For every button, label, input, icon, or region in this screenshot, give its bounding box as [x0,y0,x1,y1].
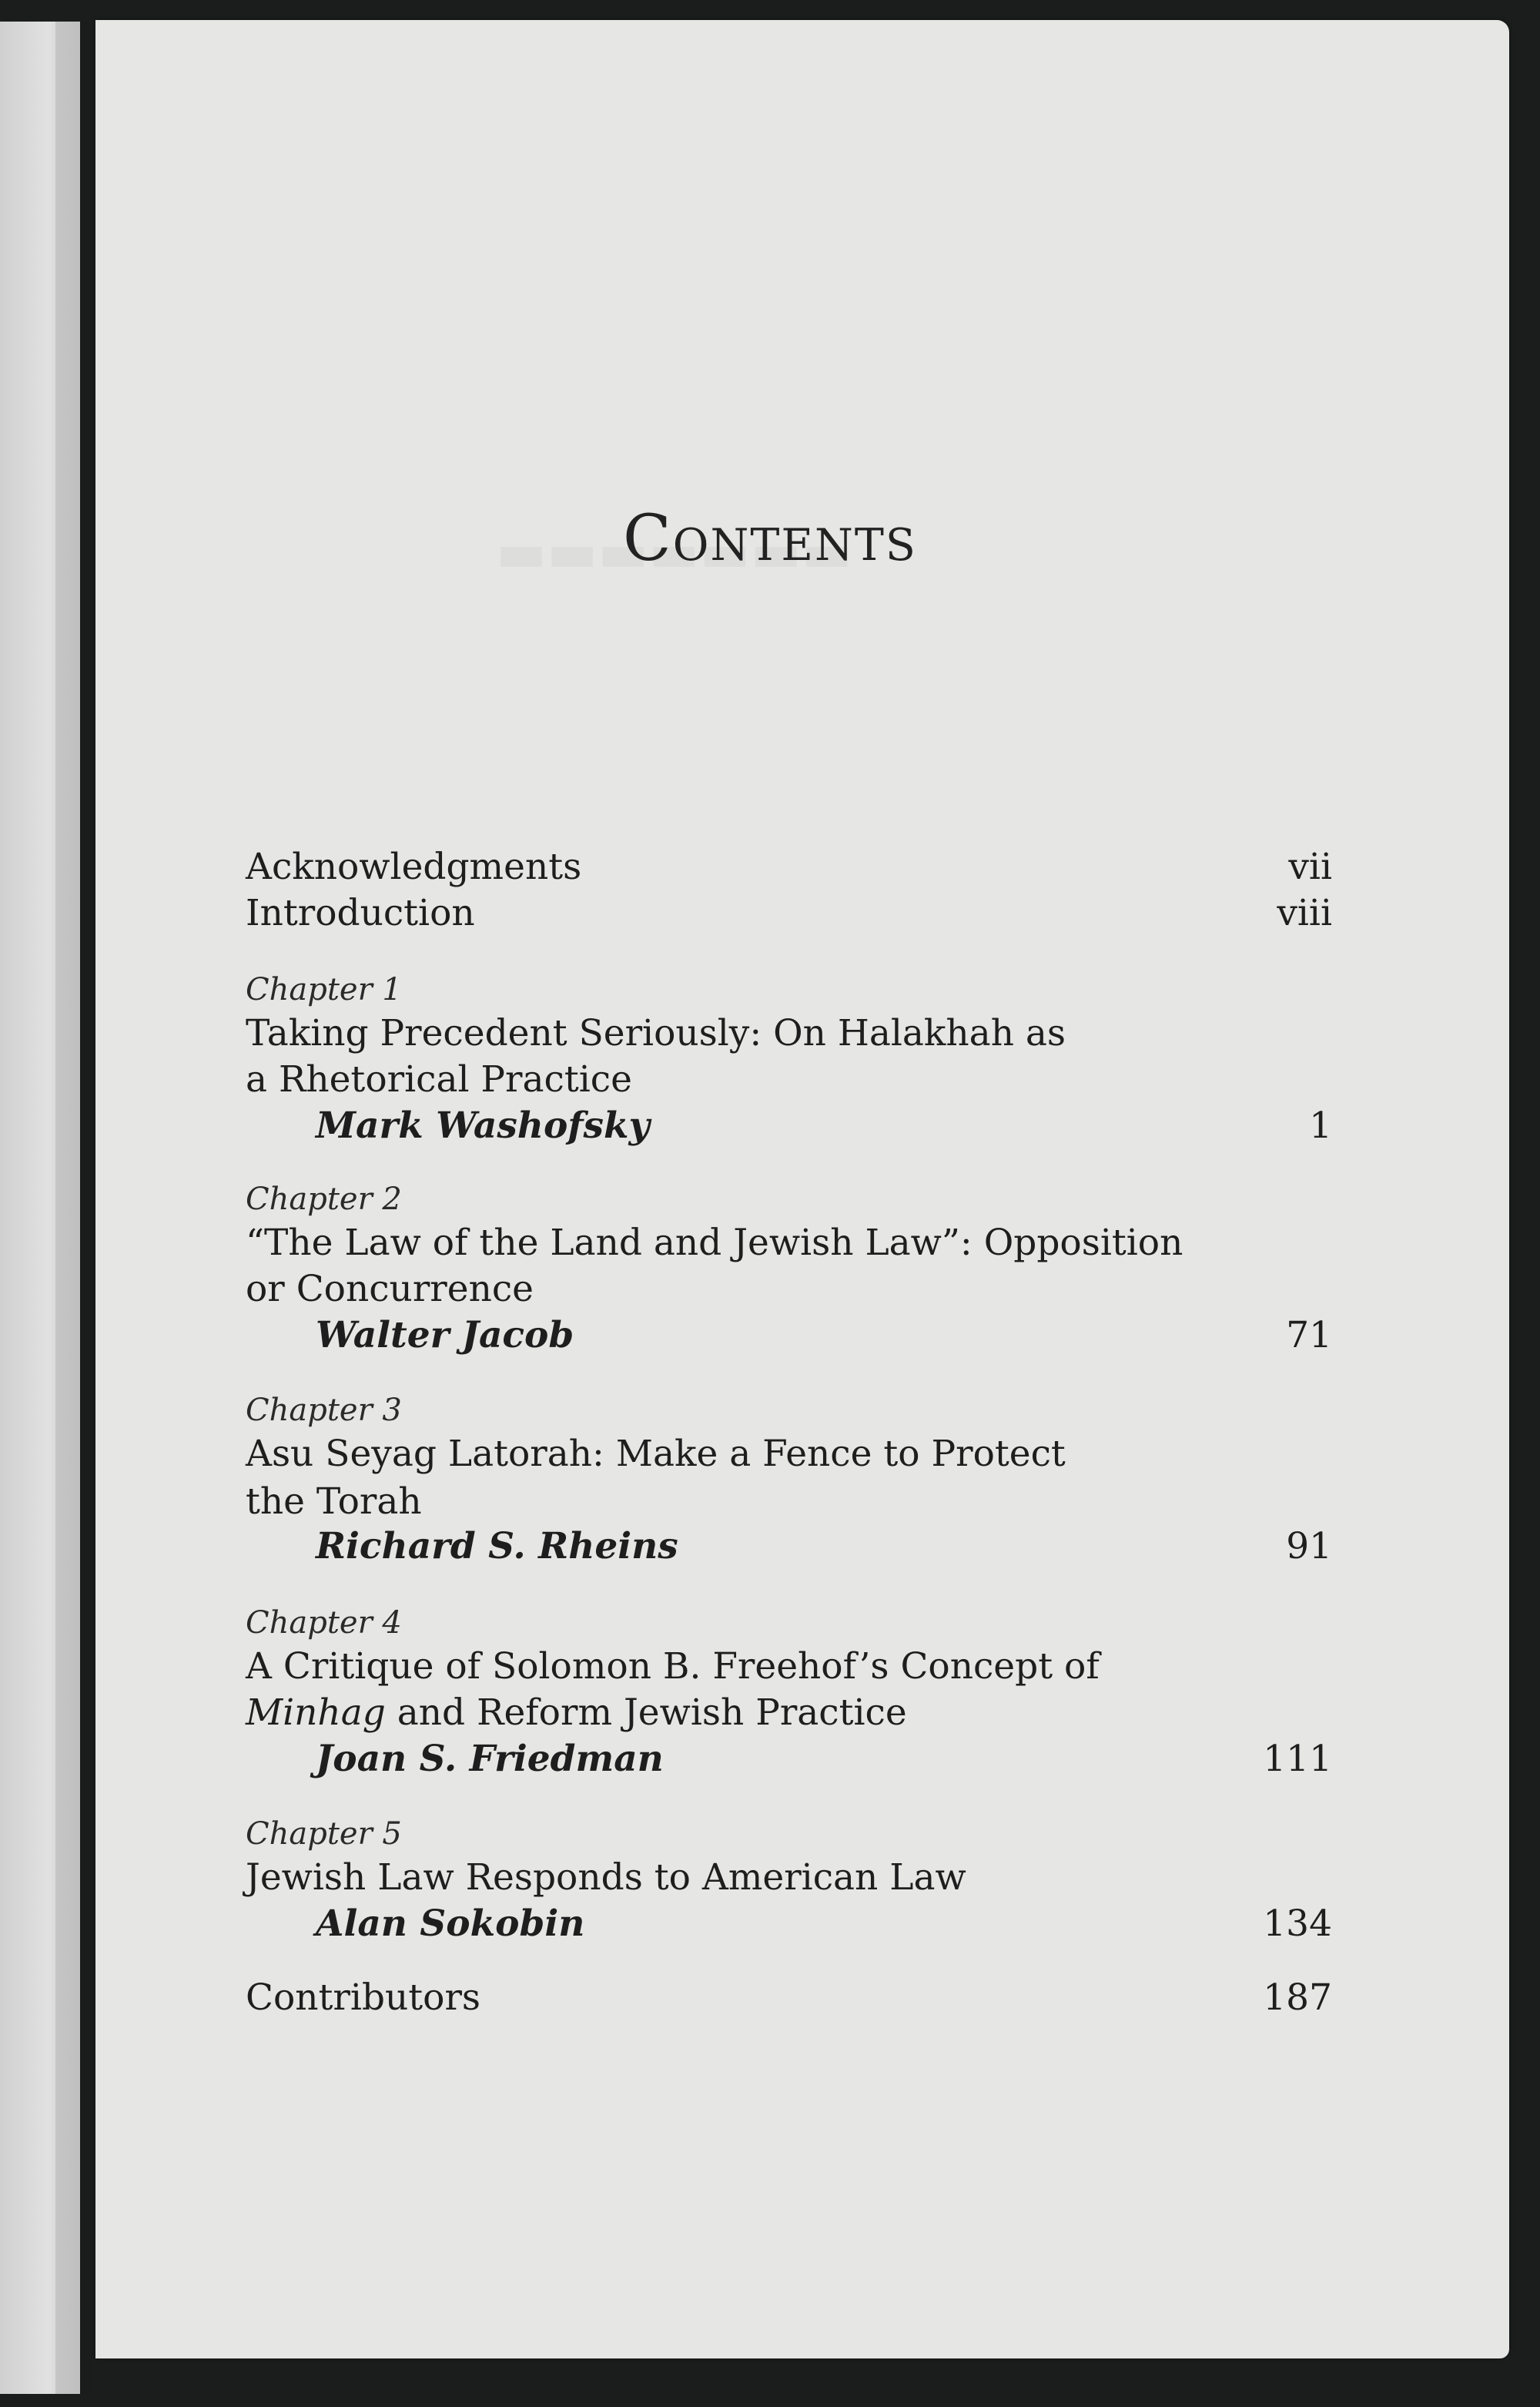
chapter-label: Chapter 3 [246,1393,402,1428]
toc-entry-title: Acknowledgments [246,846,582,888]
chapter-page: 1 [1309,1105,1332,1147]
chapter-title-line: Jewish Law Responds to American Law [246,1856,966,1899]
italic-term: Minhag [246,1691,386,1734]
chapter-page: 71 [1286,1314,1332,1356]
chapter-author: Mark Washofsky [316,1105,650,1147]
chapter-author: Walter Jacob [316,1314,574,1356]
chapter-label: Chapter 1 [246,972,402,1007]
chapter-title-line-mixed [246,1691,907,1735]
chapter-author: Joan S. Friedman [316,1738,664,1780]
chapter-author: Richard S. Rheins [316,1525,678,1567]
chapter-page: 91 [1286,1525,1332,1567]
toc-entry-title: Contributors [246,1976,481,2019]
chapter-title-line: A Critique of Solomon B. Freehof’s Concept of [246,1645,1100,1688]
chapter-title-line: or Concurrence [246,1268,534,1310]
toc-entry-page: viii [1277,892,1332,934]
page-title: Contents [623,502,917,575]
toc-entry-page: vii [1288,846,1332,888]
chapter-label: Chapter 2 [246,1182,402,1217]
chapter-title-line: a Rhetorical Practice [246,1058,632,1101]
chapter-title-line: Asu Seyag Latorah: Make a Fence to Protect [246,1433,1066,1475]
chapter-label: Chapter 5 [246,1816,402,1852]
chapter-page: 134 [1263,1902,1332,1945]
chapter-title-line: the Torah [246,1480,422,1523]
toc-entry-page: 187 [1263,1976,1332,2019]
chapter-author: Alan Sokobin [316,1902,585,1945]
chapter-title-line: Taking Precedent Seriously: On Halakhah as [246,1012,1066,1054]
chapter-label: Chapter 4 [246,1605,402,1641]
gutter-shadow [55,22,102,2394]
chapter-title-line-rest: and Reform Jewish Practice [397,1691,907,1734]
chapter-title-line: “The Law of the Land and Jewish Law”: Opposition [246,1222,1183,1264]
toc-entry-title: Introduction [246,892,475,934]
chapter-page: 111 [1263,1738,1332,1780]
